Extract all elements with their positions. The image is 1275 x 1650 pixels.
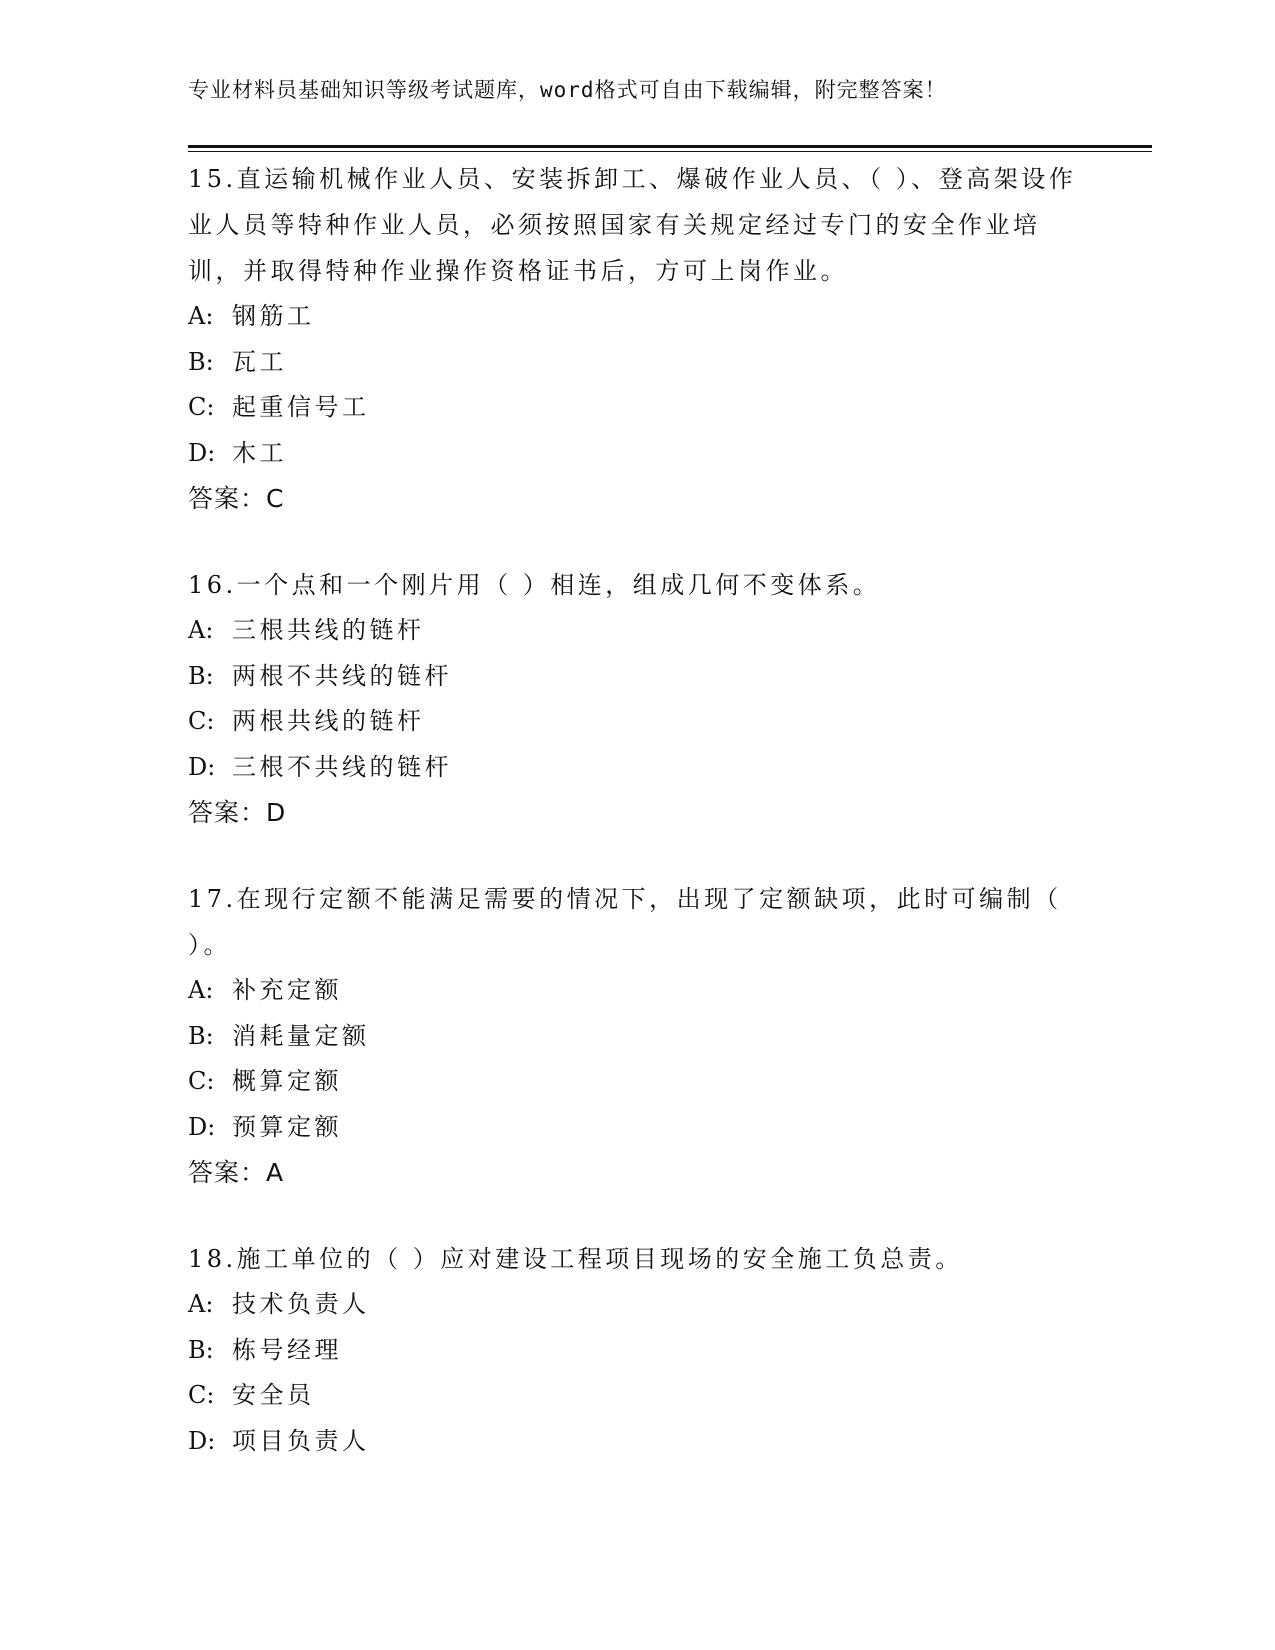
option-key: A: <box>188 1290 214 1318</box>
option-text: 两根不共线的链杆 <box>232 661 452 690</box>
option-key: B: <box>188 1021 214 1050</box>
option-key: D: <box>188 1112 216 1141</box>
option-text: 钢筋工 <box>232 302 315 330</box>
option-text: 起重信号工 <box>232 393 370 421</box>
option-key: C: <box>188 707 215 735</box>
answer-line: 答案：C <box>188 484 285 513</box>
option-key: B: <box>188 1335 214 1364</box>
option-b <box>188 1328 1078 1374</box>
option-text: 三根共线的链杆 <box>232 616 425 644</box>
option-b <box>188 1014 1078 1060</box>
option-a <box>188 608 1078 654</box>
option-text: 补充定额 <box>232 976 342 1004</box>
option-a <box>188 968 1078 1014</box>
option-d <box>188 745 1078 791</box>
option-key: A: <box>188 976 214 1004</box>
option-key: B: <box>188 661 214 690</box>
question-text: 15.直运输机械作业人员、安装拆卸工、爆破作业人员、（ ）、登高架设作业人员等特种作业人员，必须按照国家有关规定经过专门的安全作业培训，并取得特种作业操作资格证书后，方可上岗作业。 <box>188 165 1077 285</box>
answer-line: 答案：A <box>188 1158 285 1187</box>
option-key: A: <box>188 302 214 330</box>
option-text: 栋号经理 <box>232 1335 342 1364</box>
page-header: 专业材料员基础知识等级考试题库，word格式可自由下载编辑，附完整答案！ <box>188 78 947 102</box>
option-d <box>188 1105 1078 1151</box>
option-text: 木工 <box>232 438 287 467</box>
option-key: D: <box>188 752 216 781</box>
option-text: 瓦工 <box>232 347 287 376</box>
answer-line: 答案：D <box>188 798 287 827</box>
option-key: D: <box>188 1426 216 1455</box>
question-15 <box>188 156 1078 522</box>
option-d <box>188 1419 1078 1465</box>
option-key: A: <box>188 616 214 644</box>
question-list <box>188 156 1078 1504</box>
option-text: 两根共线的链杆 <box>232 707 425 735</box>
option-c <box>188 699 1078 745</box>
question-text: 17.在现行定额不能满足需要的情况下，出现了定额缺项，此时可编制（ ）。 <box>188 885 1062 959</box>
option-text: 技术负责人 <box>232 1290 370 1318</box>
option-text: 消耗量定额 <box>232 1021 370 1050</box>
question-text: 18.施工单位的（ ）应对建设工程项目现场的安全施工负总责。 <box>188 1245 963 1273</box>
option-a <box>188 1282 1078 1328</box>
option-a <box>188 294 1078 340</box>
option-b <box>188 654 1078 700</box>
option-text: 三根不共线的链杆 <box>232 752 452 781</box>
option-key: C: <box>188 393 215 421</box>
option-key: B: <box>188 347 214 376</box>
option-text: 项目负责人 <box>232 1426 370 1455</box>
question-16 <box>188 562 1078 836</box>
question-text: 16.一个点和一个刚片用（ ）相连，组成几何不变体系。 <box>188 571 881 599</box>
header-rule-thick <box>188 145 1152 148</box>
question-17 <box>188 876 1078 1196</box>
option-text: 概算定额 <box>232 1067 342 1095</box>
option-text: 安全员 <box>232 1381 315 1409</box>
header-rule-thin <box>188 151 1152 152</box>
option-c <box>188 385 1078 431</box>
question-18 <box>188 1236 1078 1464</box>
option-d <box>188 431 1078 477</box>
option-c <box>188 1059 1078 1105</box>
option-key: C: <box>188 1381 215 1409</box>
option-b <box>188 340 1078 386</box>
option-c <box>188 1373 1078 1419</box>
option-key: C: <box>188 1067 215 1095</box>
option-text: 预算定额 <box>232 1112 342 1141</box>
option-key: D: <box>188 438 216 467</box>
